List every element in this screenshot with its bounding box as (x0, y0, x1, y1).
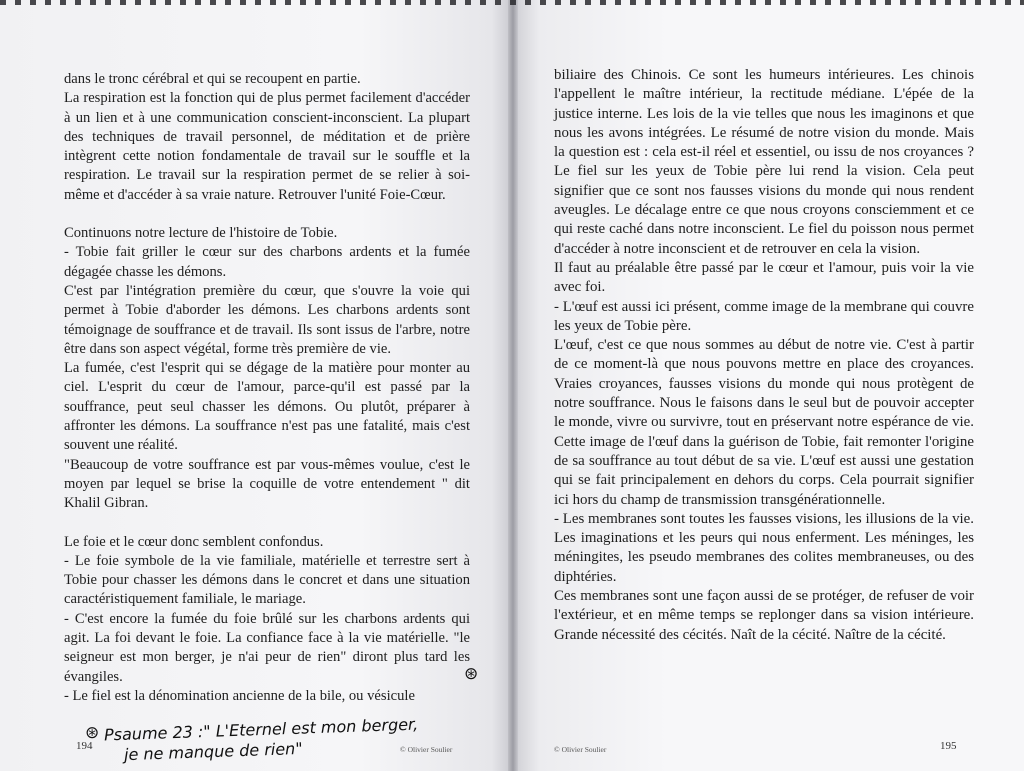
left-paragraph: La fumée, c'est l'esprit qui se dégage de la matière pour monter au ciel. L'esprit du cœur de l'amour, parce-qu'il est passé par la souffrance, peut seul chasser les démons. Ou plutôt, préparer à affronter les démons. La souffrance n'est pas une fatalité, mais c'est souvent une réalité. (64, 360, 470, 454)
handwritten-note: Psaume 23 :" L'Eternel est mon berger, (103, 714, 419, 745)
page-number: 194 (76, 740, 93, 752)
right-paragraph: - Les membranes sont toutes les fausses visions, les illusions de la vie. Les imaginations et les peurs qui nous enferment. Les méninges, les méningites, les pseudo membranes des colites membraneuses, ou des diphtéries. (554, 510, 974, 585)
right-paragraph: biliaire des Chinois. Ce sont les humeurs intérieures. Les chinois l'appellent le maître intérieur, la rectitude médiane. L'épée de la justice interne. Les lois de la vie telles que nous les imaginons et que nous les avons intégrées. Le résumé de notre vision du monde. Mais la question est : cela est-il réel et essentiel, ou issu de nos croyances ? Le fiel sur les yeux de Tobie père lui rend la vision. Cela peut signifier que ce sont nos fausses visions du monde qui nous rendent aveugles. Le décalage entre ce que nous croyons consciemment et ce qui reste caché dans notre inconscient. Le fiel du poisson nous permet d'accéder à notre inconscient et de retrouver en cela la vision. (554, 67, 974, 257)
left-paragraph: - Tobie fait griller le cœur sur des charbons ardents et la fumée dégagée chasse les démons. (64, 244, 470, 280)
copyright-notice: © Olivier Soulier (400, 745, 453, 754)
left-paragraph: "Beaucoup de votre souffrance est par vous-mêmes voulue, c'est le moyen par lequel se brise la coquille de votre entendement " dit Khalil Gibran. (64, 456, 470, 512)
right-page (514, 0, 1024, 771)
left-paragraph: dans le tronc cérébral et qui se recoupent en partie. (64, 71, 361, 87)
copyright-notice: © Olivier Soulier (554, 745, 607, 754)
handwritten-note: je ne manque de rien" (123, 738, 303, 765)
left-page-text (64, 70, 470, 706)
right-paragraph: L'œuf, c'est ce que nous sommes au début de notre vie. C'est à partir de ce moment-là que nous pouvons mettre en place des croyances. Vraies croyances, fausses visions du monde qui nous protègent de notre souffrance. Nous le faisons dans le seul but de pouvoir accepter le monde, vivre ou survivre, tout en préservant notre espérance de vie. Cette image de l'œuf dans la guérison de Tobie, fait remonter l'origine de sa souffrance au tout début de sa vie. L'œuf est aussi une gestation qui se fait principalement en dehors du corps. Cela pourrait signifier ici hors du champ de transmission transgénérationnelle. (554, 337, 974, 508)
paragraph-gap (64, 205, 470, 224)
right-paragraph: Il faut au préalable être passé par le cœur et l'amour, puis voir la vie avec foi. (554, 259, 974, 296)
spiral-binding (0, 0, 1024, 5)
right-paragraph: - L'œuf est aussi ici présent, comme image de la membrane qui couvre les yeux de Tobie père. (554, 298, 974, 334)
left-paragraph: La respiration est la fonction qui de plus permet facilement d'accéder à un lien et à une communication conscient-inconscient. La plupart des techniques de travail personnel, de méditation et de prière intègrent cette notion fondamentale de travail sur le souffle et la respiration. Le travail sur la respiration permet de se relier à soi-même et d'accéder à sa vraie nature. Retrouver l'unité Foie-Cœur. (64, 90, 470, 203)
paragraph-gap (64, 514, 470, 533)
right-page-text (554, 66, 974, 645)
right-paragraph: Ces membranes sont une façon aussi de se protéger, de refuser de voir l'extérieur, et en même temps se replonger dans sa vision intérieure. Grande nécessité des cécités. Naît de la cécité. Naître de la cécité. (554, 588, 974, 643)
left-paragraph: C'est par l'intégration première du cœur, que s'ouvre la voie qui permet à Tobie d'aborder les démons. Les charbons ardents sont témoignage de souffrance et de travail. Ils sont issus de l'arbre, notre être dans son aspect végétal, forme très première de vie. (64, 282, 470, 357)
left-paragraph: - Le foie symbole de la vie familiale, matérielle et terrestre sert à Tobie pour chasser les démons dans le concret et dans une situation caractéristiquement familiale, le mariage. (64, 552, 470, 608)
annotation-star-icon: ⊛ (85, 723, 100, 743)
left-paragraph: - C'est encore la fumée du foie brûlé sur les charbons ardents qui agit. La foi devant le foie. La confiance face à la vie matérielle. "le seigneur est mon berger, je n'ai peur de rien" diront plus tard les évangiles. (64, 610, 470, 685)
left-paragraph: Continuons notre lecture de l'histoire de Tobie. (64, 225, 338, 242)
book-gutter (508, 0, 518, 771)
annotation-star-icon: ⊛ (464, 664, 479, 684)
page-number: 195 (940, 740, 957, 752)
left-paragraph: Le foie et le cœur donc semblent confondus. (64, 533, 324, 550)
left-paragraph: - Le fiel est la dénomination ancienne de la bile, ou vésicule (64, 687, 415, 704)
